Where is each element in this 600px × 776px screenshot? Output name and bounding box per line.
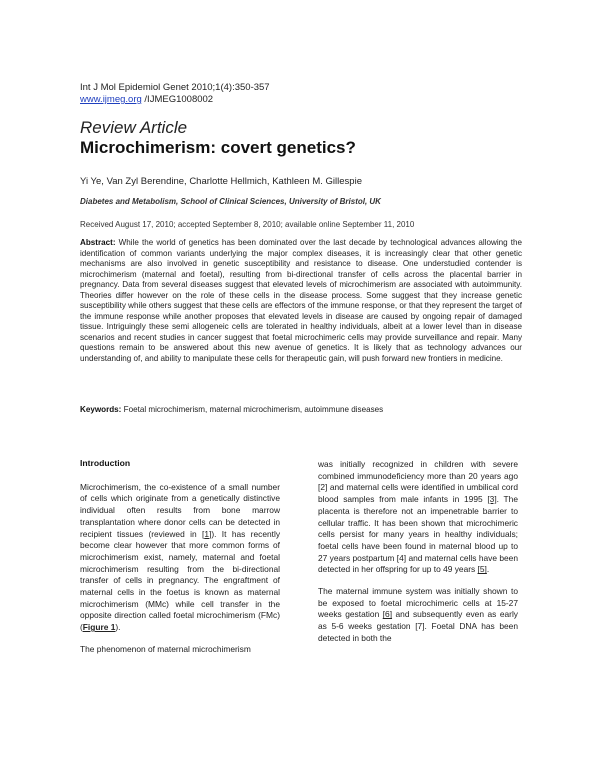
body-column-right <box>318 459 518 655</box>
abstract-label: Abstract: <box>80 238 116 247</box>
keywords-label: Keywords: <box>80 405 122 414</box>
journal-url-link[interactable]: www.ijmeg.org <box>80 94 142 105</box>
reference-link-1[interactable]: 1 <box>204 528 209 539</box>
abstract-text: While the world of genetics has been dominated over the last decade by technological advances allowing the identification of common variants underlying the major complex diseases, it is increasingly clear that other genetic mechanisms are also involved in genetic susceptibility and resistance to disease. One understudied contender is microchimerism (maternal and foetal), resulting from bi-directional transfer of cells across the placental barrier in pregnancy. Data from several diseases suggest that elevated levels of microchimerism are associated with autoimmunity. Theories differ however on the role of these cells in the disease process. Some suggest that they increase genetic susceptibility while others suggest that these cells are effectors of the immune response, or that they represent the target of the immune response while another proposes that elevated levels in disease are caused by ongoing repair of damaged tissue. Intriguingly these semi allogeneic cells are tolerated in healthy individuals, albeit at a lower level than in disease scenarios and recent studies in cancer suggest that foetal microchimeric cells may provide surveillance and repair. Many questions remain to be answered about this new avenue of genetics. It is likely that as technology advances our understanding of, and ability to manipulate these cells for therapeutic gain, will push forward new frontiers in medicine. <box>80 238 522 363</box>
figure-1-link[interactable]: Figure 1 <box>82 622 116 633</box>
journal-url-line <box>80 94 270 106</box>
keywords <box>80 405 522 414</box>
reference-link-5[interactable]: [5] <box>477 564 487 575</box>
journal-citation: Int J Mol Epidemiol Genet 2010;1(4):350-357 <box>80 82 270 93</box>
article-title: Microchimerism: covert genetics? <box>80 138 356 157</box>
body-paragraph <box>318 586 518 645</box>
body-column-left <box>80 458 280 666</box>
article-id: /IJMEG1008002 <box>144 94 214 105</box>
journal-citation-block <box>80 82 270 106</box>
text-run: Microchimerism, the co-existence of a small number of cells which originate from a genetically distinctive individual often results from bone marrow transplantation where donor cells can be detected in recipient tissues (reviewed in [ <box>80 481 280 539</box>
text-run: was initially recognized in children with severe combined immunodeficiency more than 20 years ago [2] and maternal cells were identified in umbilical cord blood samples from male infants in 1995 <box>318 459 518 505</box>
affiliation: Diabetes and Metabolism, School of Clinical Sciences, University of Bristol, UK <box>80 197 381 206</box>
body-paragraph <box>318 459 518 576</box>
author-list: Yi Ye, Van Zyl Berendine, Charlotte Hellmich, Kathleen M. Gillespie <box>80 176 362 187</box>
text-run: and subsequently even as early as 5-6 weeks gestation [7]. Foetal DNA has been detected in both the <box>318 609 518 643</box>
text-run: ]). It has recently become clear however that more common forms of microchimerism exist, namely, maternal and foetal microchimerism resulting from the bi-directional transfer of cells in pregnancy. The engraftment of maternal cells in the foetus is known as maternal microchimerism (MMc) while cell transfer in the opposite direction called foetal microchimerism (FMc) ( <box>80 528 281 633</box>
reference-link-6[interactable]: [6] <box>382 609 393 620</box>
article-type: Review Article <box>80 118 188 137</box>
body-paragraph: The phenomenon of maternal microchimerism <box>80 643 251 654</box>
section-heading-introduction: Introduction <box>80 458 131 468</box>
keywords-text: Foetal microchimerism, maternal microchimerism, autoimmune diseases <box>123 405 384 414</box>
text-run: . <box>486 564 490 575</box>
abstract <box>80 238 522 364</box>
text-run: . The placenta is therefore not an impenetrable barrier to cellular traffic. It has been shown that microchimeric cells persist for many years in healthy individuals; foetal cells have been found in maternal blood up to 27 years postpartum [4] and maternal cells have been detected in her offspring for up to 49 years <box>318 494 518 575</box>
text-run: ). <box>115 622 121 633</box>
text-run: The maternal immune system was initially shown to be exposed to foetal microchimeric cells at 15-27 weeks gestation <box>318 586 518 620</box>
reference-link-3[interactable]: [3] <box>487 494 497 505</box>
body-paragraph <box>80 482 280 634</box>
publication-dates: Received August 17, 2010; accepted September 8, 2010; available online September 11, 2010 <box>80 220 415 229</box>
